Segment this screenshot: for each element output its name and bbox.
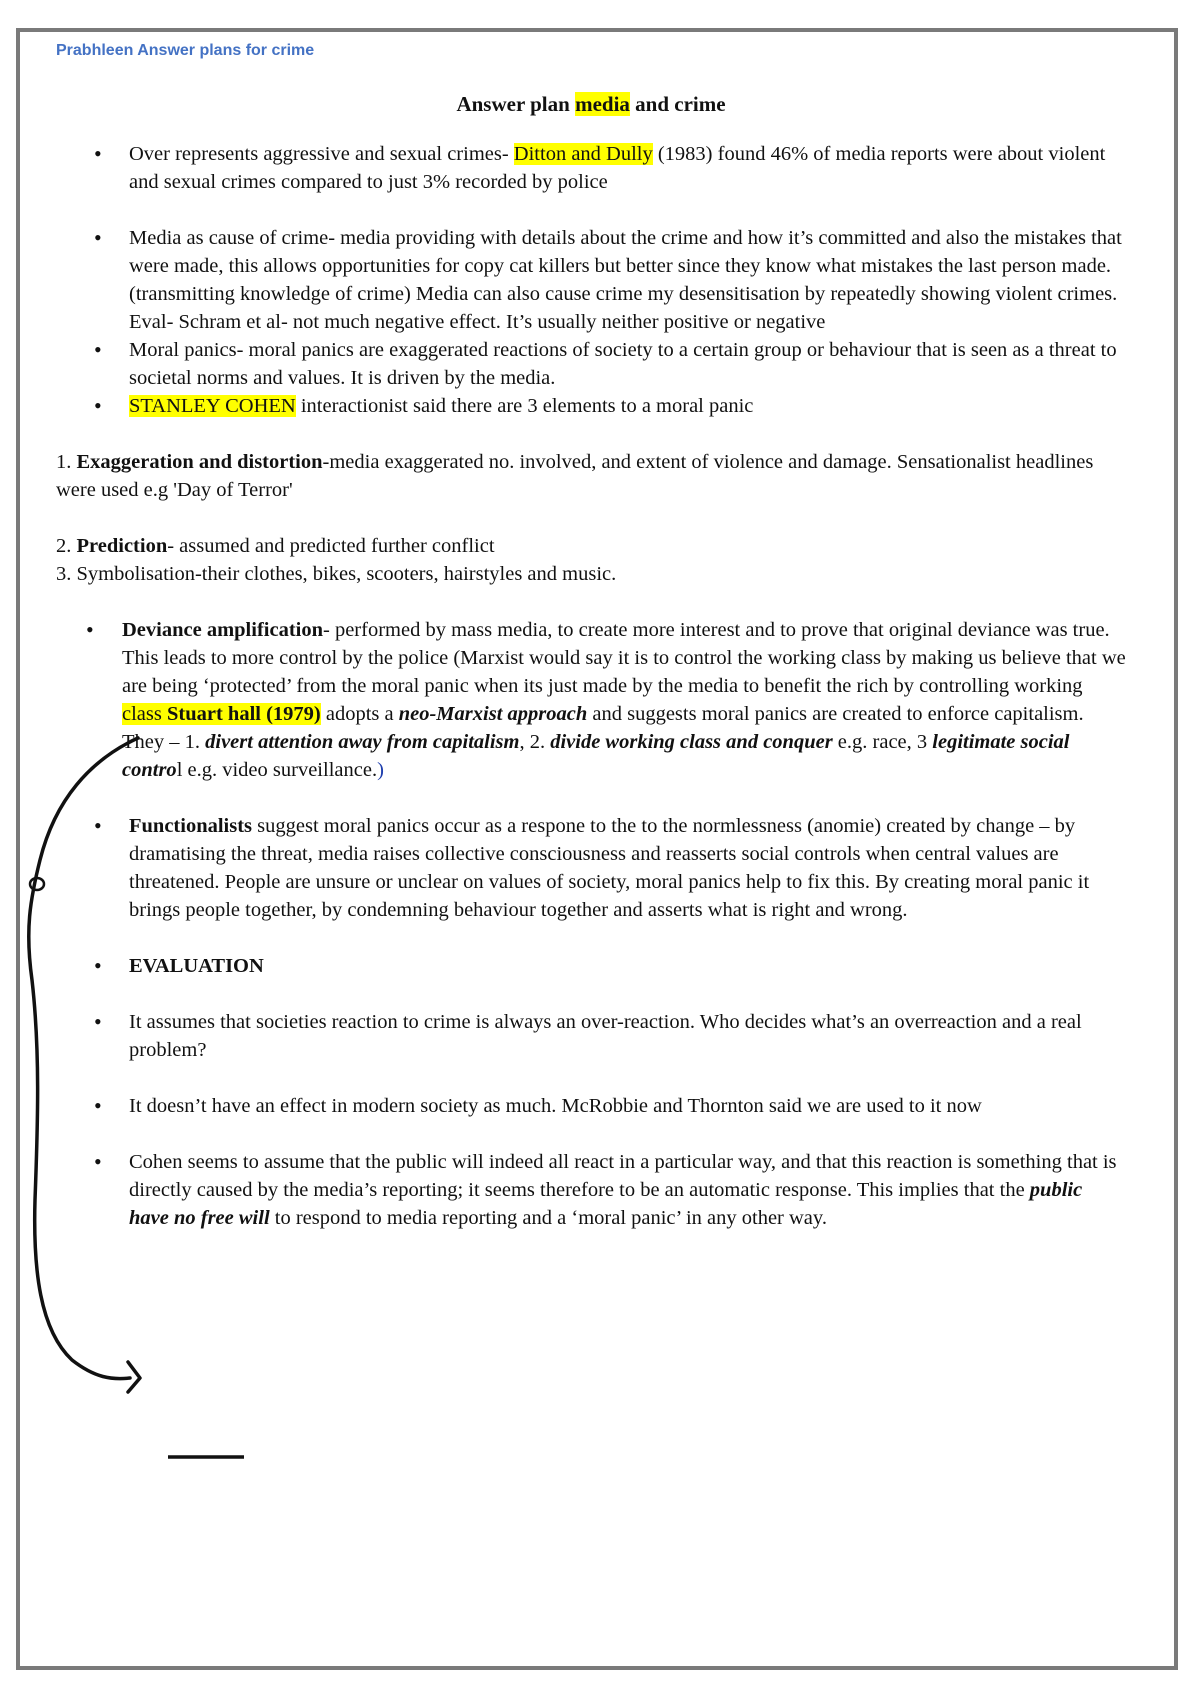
bullet-text: interactionist said there are 3 elements to a moral panic [295,395,754,417]
text-segment: and suggests moral panics are created to enforce capitalism. They – 1. [122,703,1084,753]
highlight-stuart-hall: Stuart hall (1979) [166,703,321,725]
bullet-over-reaction: • It assumes that societies reaction to crime is always an over-reaction. Who decides what’s an overreaction and a real problem? [56,1008,1126,1064]
bold-italic-term: neo-Marxist approach [398,703,588,725]
evaluation-heading: EVALUATION [129,955,264,977]
item-number: 2. [56,535,77,557]
item-text: - assumed and predicted further conflict [167,535,495,557]
bold-term: Functionalists [129,815,253,837]
text-segment: suggest moral panics occur as a respone to the to the normlessness (anomie) created by change – by dramatising the threat, media raises collective consciousness and reasserts social controls when central values are threatened. People are unsure or unclear on values of society, moral panics help to fix this. By creating moral panic it brings people together, by condemning behaviour together and asserts what is right and wrong. [129,815,1090,921]
document-header: Prabhleen Answer plans for crime [56,42,315,59]
text-segment: , 2. [519,731,551,753]
bullet-moral-panics: • Moral panics- moral panics are exaggerated reactions of society to a certain group or behaviour that is seen as a threat to societal norms and values. It is driven by the media. [56,336,1126,392]
item-bold: Prediction [76,535,168,557]
highlight-cohen: STANLEY COHEN [129,395,296,417]
text-segment: l e.g. video surveillance. [176,759,378,781]
item-bold: Exaggeration and distortion [76,451,323,473]
bold-italic-term: legitimate social contro [122,731,1070,781]
text-segment: adopts a [320,703,399,725]
bold-italic-term: public have no free will [129,1179,1083,1229]
text-segment: e.g. race, 3 [832,731,933,753]
title-highlight: media [575,92,630,116]
bold-italic-term: divide working class and conquer [550,731,833,753]
bullet-modern-society: • It doesn’t have an effect in modern society as much. McRobbie and Thornton said we are used to it now [56,1092,1126,1120]
title-text: Answer plan [456,92,576,116]
bullet-text: Over represents aggressive and sexual crimes- [129,143,514,165]
bold-italic-term: divert attention away from capitalism [205,731,520,753]
text-segment: Cohen seems to assume that the public will indeed all react in a particular way, and that this reaction is something that is directly caused by the media’s reporting; it seems therefore to be an automatic response. This implies that the [129,1151,1117,1201]
highlight-class: class [122,703,167,725]
numbered-item-3: 3. Symbolisation-their clothes, bikes, scooters, hairstyles and music. [56,563,617,585]
closing-paren: ) [377,759,384,781]
text-segment: to respond to media reporting and a ‘moral panic’ in any other way. [269,1207,827,1229]
bullet-text-end: (1983) found 46% of media reports were about violent and sexual crimes compared to just 3% recorded by police [129,143,1106,193]
bullet-media-cause: • Media as cause of crime- media providing with details about the crime and how it’s committed and also the mistakes that were made, this allows opportunities for copy cat killers but better since they know what mistakes the last person made.(transmitting knowledge of crime) Media can also cause crime my desensitisation by repeatedly showing violent crimes. Eval- Schram et al- not much negative effect. It’s usually neither positive or negative [56,224,1126,336]
title-text-end: and crime [629,92,726,116]
highlight-ditton: Ditton and Dully [513,143,653,165]
text-segment: - performed by mass media, to create more interest and to prove that original deviance was true. This leads to more control by the police (Marxist would say it is to control the working class by making us believe that we are being ‘protected’ from the moral panic when its just made by the media to benefit the rich by controlling working [122,619,1126,697]
item-text: -media exaggerated no. involved, and extent of violence and damage. Sensationalist headlines were used e.g 'Day of Terror' [56,451,1094,501]
item-number: 1. [56,451,77,473]
bold-term: Deviance amplification [122,619,323,641]
arrow-curve [29,738,138,1379]
